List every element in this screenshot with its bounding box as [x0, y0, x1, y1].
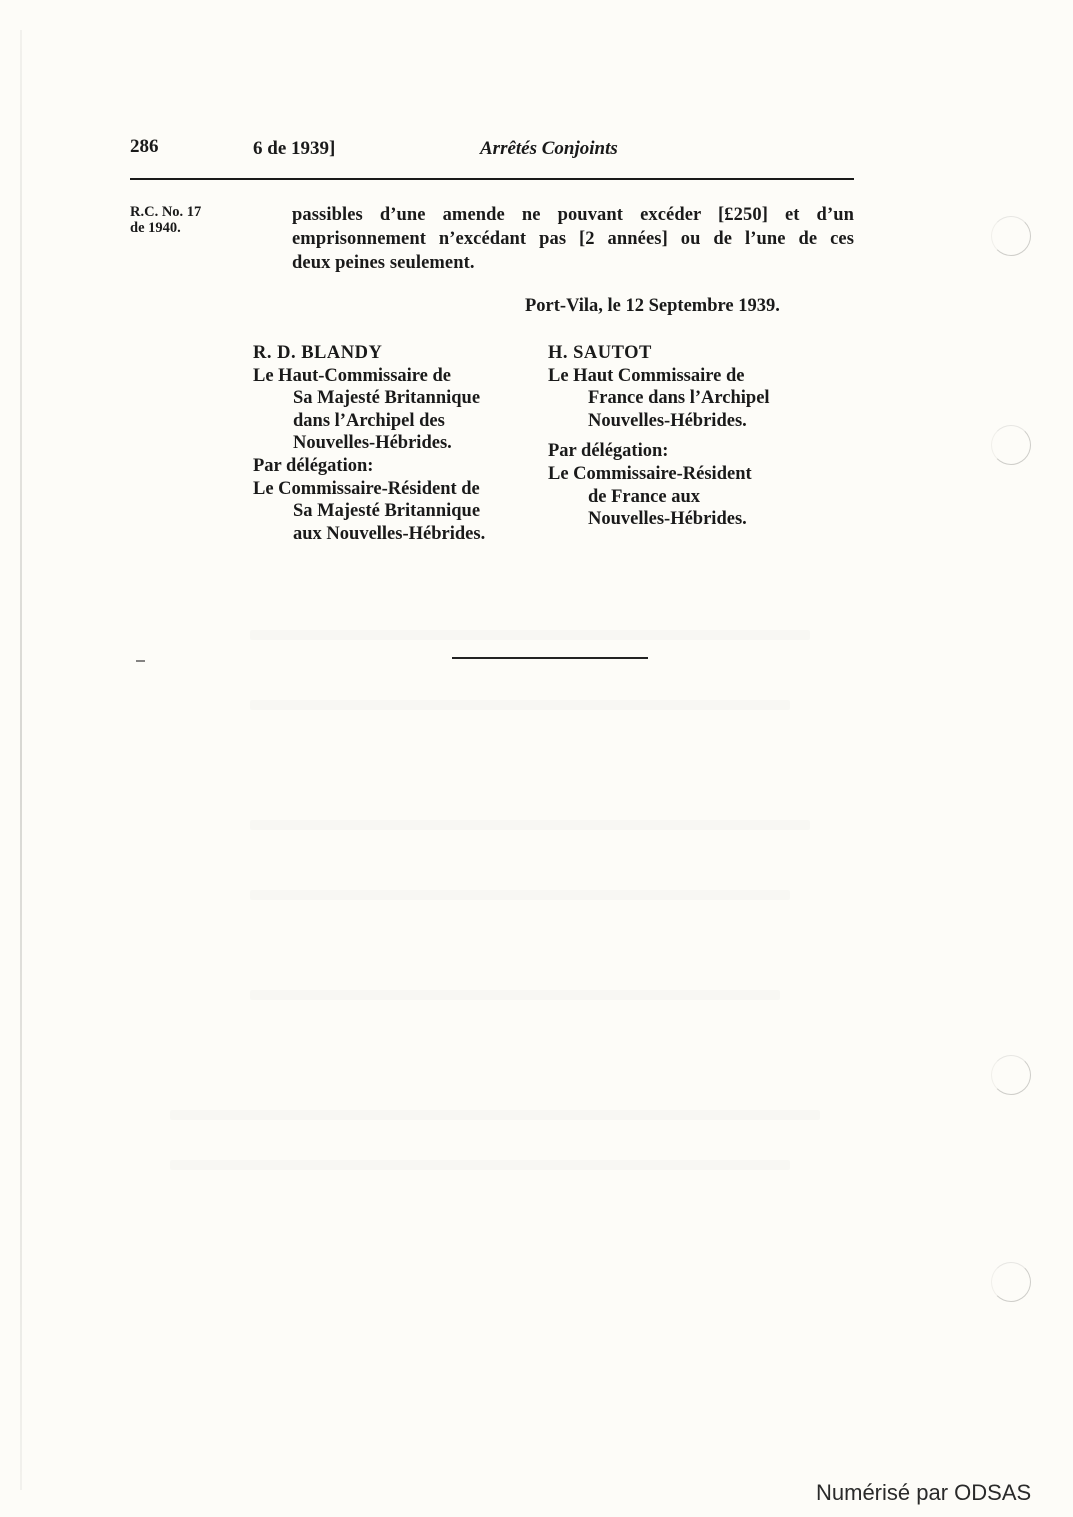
- margin-note-line: de 1940.: [130, 220, 181, 236]
- signatory-title-line: Sa Majesté Britannique: [293, 388, 481, 409]
- signatory-title-line: Le Haut Commissaire de: [548, 365, 745, 386]
- body-paragraph: [292, 203, 854, 275]
- delegate-title-line: Sa Majesté Britannique: [293, 501, 481, 522]
- body-line: emprisonnement n’excédant pas [2 années] ou de l’une de ces: [292, 229, 854, 249]
- signature-block-french: [548, 342, 770, 531]
- delegation-label: Par délégation:: [253, 455, 374, 476]
- punch-hole: [991, 425, 1031, 465]
- signature-block-british: [253, 342, 485, 545]
- punch-hole: [991, 1262, 1031, 1302]
- header-rule: [130, 178, 854, 180]
- show-through-text: [250, 700, 790, 710]
- delegate-title-line: Le Commissaire-Résident: [548, 463, 752, 484]
- spacer: [548, 432, 770, 440]
- margin-note: [130, 204, 201, 236]
- running-title: Arrêtés Conjoints: [480, 138, 618, 159]
- header-reference: 6 de 1939]: [253, 138, 336, 159]
- signatory-title-line: Le Haut-Commissaire de: [253, 365, 451, 386]
- show-through-text: [170, 1110, 820, 1120]
- delegation-label: Par délégation:: [548, 441, 669, 462]
- signatory-title-line: Nouvelles-Hébrides.: [588, 410, 747, 431]
- punch-hole: [991, 216, 1031, 256]
- page-header: [130, 136, 854, 166]
- delegate-title-line: Nouvelles-Hébrides.: [588, 509, 747, 530]
- delegate-title-line: Le Commissaire-Résident de: [253, 478, 480, 499]
- body-line: passibles d’une amende ne pouvant excéder [£250] et d’un: [292, 205, 854, 225]
- delegate-title-line: de France aux: [588, 486, 701, 507]
- closing-rule: [452, 657, 648, 659]
- signatory-title-line: Nouvelles-Hébrides.: [293, 433, 452, 454]
- signatory-title-line: France dans l’Archipel: [588, 388, 770, 409]
- digitization-watermark: Numérisé par ODSAS: [816, 1480, 1032, 1505]
- show-through-text: [250, 820, 810, 830]
- punch-hole: [991, 1055, 1031, 1095]
- page-binding-edge: [20, 30, 22, 1490]
- show-through-text: [250, 990, 780, 1000]
- margin-note-line: R.C. No. 17: [130, 204, 202, 220]
- page-number: 286: [130, 136, 159, 157]
- place-date: Port-Vila, le 12 Septembre 1939.: [525, 296, 780, 316]
- signatory-title-line: dans l’Archipel des: [293, 410, 445, 431]
- show-through-text: [250, 630, 810, 640]
- scan-speck: [136, 660, 145, 662]
- body-line: deux peines seulement.: [292, 253, 475, 273]
- show-through-text: [250, 890, 790, 900]
- show-through-text: [170, 1160, 790, 1170]
- signatory-name: R. D. BLANDY: [253, 343, 383, 363]
- signatory-name: H. SAUTOT: [548, 343, 652, 363]
- delegate-title-line: aux Nouvelles-Hébrides.: [293, 523, 486, 544]
